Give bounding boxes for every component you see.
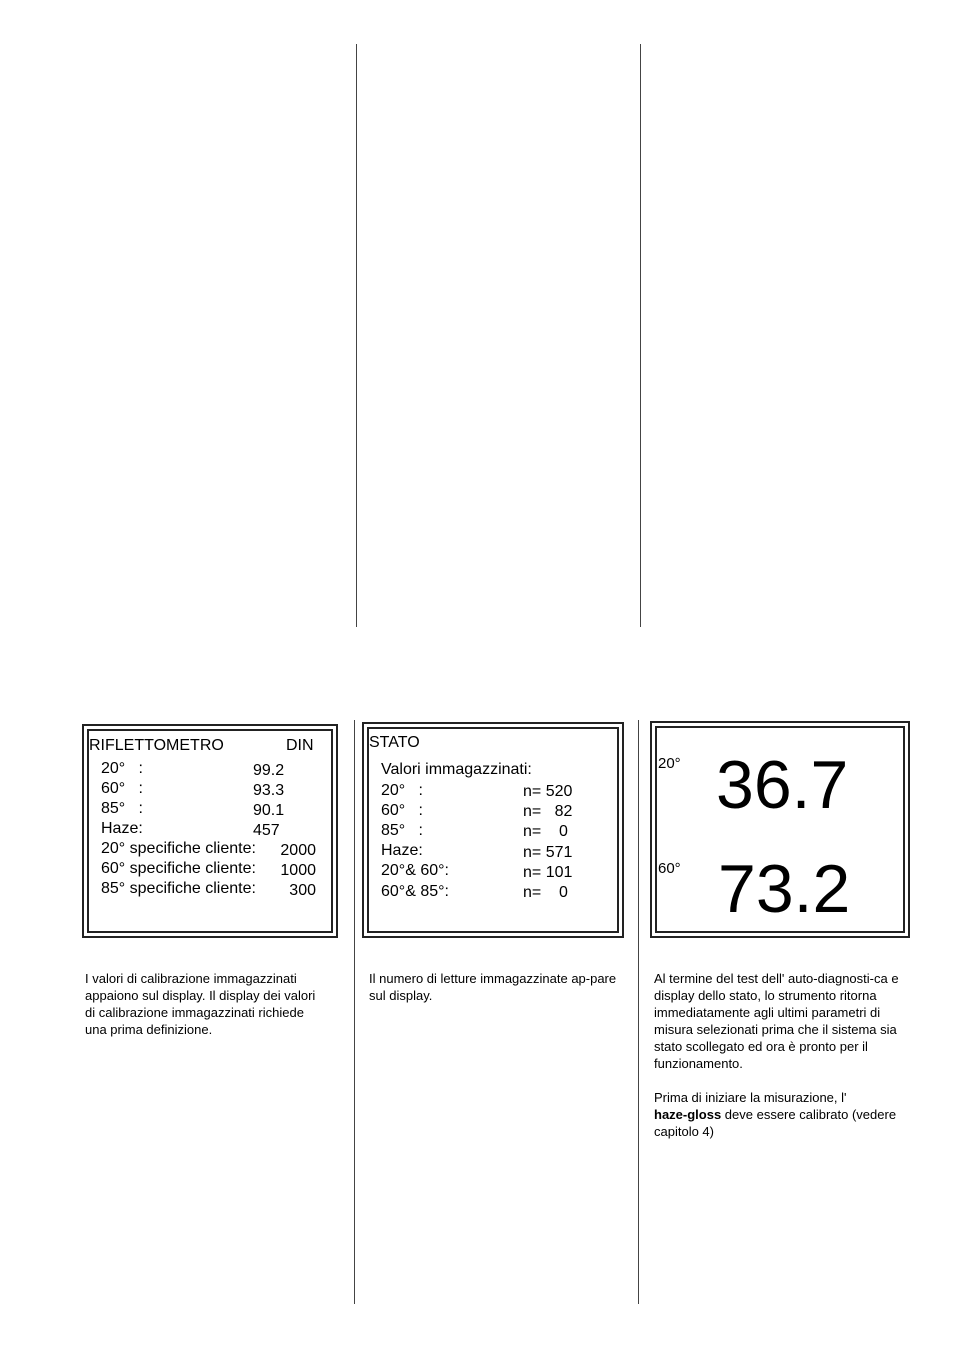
caption-note-pre: Prima di iniziare la misurazione, l' xyxy=(654,1090,847,1105)
calibration-row-value: 99.2 xyxy=(253,762,285,779)
column-divider-top-1 xyxy=(356,44,357,627)
angle-label-60: 60° xyxy=(658,860,681,877)
status-subheader: Valori immagazzinati: xyxy=(381,761,532,778)
reading-value-20: 36.7 xyxy=(716,747,849,823)
calibration-row-label: 85° : xyxy=(101,800,143,817)
angle-label-20: 20° xyxy=(658,755,681,772)
calibration-row-value: 93.3 xyxy=(253,782,285,799)
calibration-row-value: 457 xyxy=(253,822,280,839)
calibration-row-label: 60° specifiche cliente: xyxy=(101,860,256,877)
status-row-label: Haze: xyxy=(381,842,423,859)
calibration-row-value: 300 xyxy=(289,882,316,899)
calibration-row-label: Haze: xyxy=(101,820,143,837)
calibration-row-value: 2000 xyxy=(280,842,316,859)
status-row-label: 20°& 60°: xyxy=(381,862,449,879)
calibration-row-label: 20° specifiche cliente: xyxy=(101,840,256,857)
status-row-value: n= 0 xyxy=(523,823,568,840)
status-row-value: n= 82 xyxy=(523,803,573,820)
calibration-mode: DIN xyxy=(286,737,314,754)
calibration-display xyxy=(82,724,338,938)
calibration-row-label: 20° : xyxy=(101,760,143,777)
calibration-header: RIFLETTOMETRO xyxy=(89,737,224,754)
status-display xyxy=(362,722,624,938)
calibration-row-label: 60° : xyxy=(101,780,143,797)
column-divider-top-2 xyxy=(640,44,641,627)
status-header: STATO xyxy=(369,734,420,751)
calibration-row-value: 90.1 xyxy=(253,802,285,819)
status-row-label: 85° : xyxy=(381,822,423,839)
status-row-value: n= 520 xyxy=(523,783,573,800)
status-row-value: n= 0 xyxy=(523,884,568,901)
caption-reading-note xyxy=(654,1089,910,1140)
status-row-value: n= 101 xyxy=(523,864,573,881)
column-divider-bottom-2 xyxy=(638,720,639,1304)
measurement-display xyxy=(650,721,910,938)
caption-reading-text: Al termine del test dell' auto-diagnosti-ca e display dello stato, lo strumento ritorna immediatamente agli ultimi parametri di misura selezionati prima che il sistema sia stato scollegato ed ora è pronto per il funzionamento. xyxy=(654,971,899,1071)
caption-reading xyxy=(654,970,910,1140)
caption-note-post: deve essere calibrato (vedere capitolo 4) xyxy=(654,1107,897,1139)
status-row-value: n= 571 xyxy=(523,844,573,861)
reading-value-60: 73.2 xyxy=(718,851,851,927)
calibration-row-label: 85° specifiche cliente: xyxy=(101,880,256,897)
caption-status-text: Il numero di letture immagazzinate ap-pare sul display. xyxy=(369,971,617,1003)
caption-calibration-text: I valori di calibrazione immagazzinati appaiono sul display. Il display dei valori di calibrazione immagazzinati richiede una prima definizione. xyxy=(85,971,316,1037)
status-row-label: 20° : xyxy=(381,782,423,799)
status-row-label: 60°& 85°: xyxy=(381,883,449,900)
caption-status xyxy=(369,970,619,1004)
calibration-row-value: 1000 xyxy=(280,862,316,879)
caption-note-bold: haze-gloss xyxy=(654,1107,722,1122)
status-row-label: 60° : xyxy=(381,802,423,819)
caption-calibration xyxy=(85,970,325,1038)
column-divider-bottom-1 xyxy=(354,720,355,1304)
